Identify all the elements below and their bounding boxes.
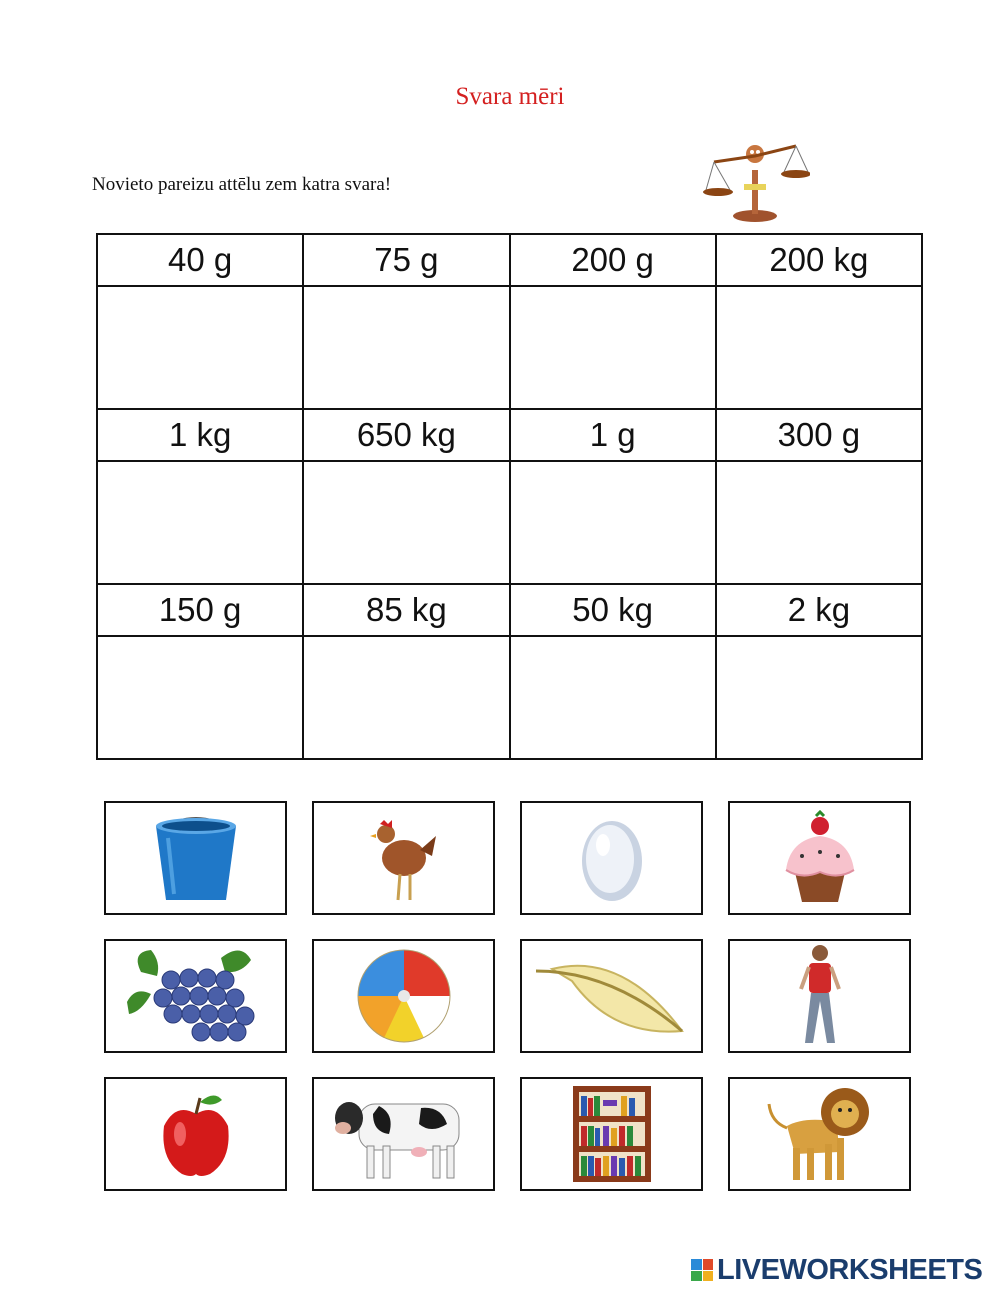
card-beach-ball[interactable] <box>312 939 495 1053</box>
apple-icon <box>156 1086 236 1182</box>
drop-zone[interactable] <box>303 636 509 759</box>
weight-label: 2 kg <box>716 584 922 636</box>
weight-label: 150 g <box>97 584 303 636</box>
page-title: Svara mēri <box>455 83 565 110</box>
card-egg[interactable] <box>520 801 703 915</box>
card-apple[interactable] <box>104 1077 287 1191</box>
grapes-icon <box>121 942 271 1050</box>
weight-label: 85 kg <box>303 584 509 636</box>
card-grapes[interactable] <box>104 939 287 1053</box>
card-lion[interactable] <box>728 1077 911 1191</box>
lion-icon <box>765 1082 875 1186</box>
weight-label: 50 kg <box>510 584 716 636</box>
cupcake-icon <box>780 810 860 906</box>
weights-table <box>96 233 923 760</box>
drop-zone[interactable] <box>97 461 303 584</box>
weight-label: 40 g <box>97 234 303 286</box>
weight-label: 650 kg <box>303 409 509 461</box>
logo-icon <box>691 1259 713 1281</box>
instruction-text: Novieto pareizu attēlu zem katra svara! <box>92 174 392 195</box>
drop-zone[interactable] <box>303 461 509 584</box>
card-cupcake[interactable] <box>728 801 911 915</box>
drop-zone[interactable] <box>303 286 509 409</box>
hen-icon <box>364 810 444 906</box>
weight-label: 200 kg <box>716 234 922 286</box>
drop-zone[interactable] <box>510 461 716 584</box>
liveworksheets-logo <box>691 1255 982 1285</box>
card-hen[interactable] <box>312 801 495 915</box>
card-girl[interactable] <box>728 939 911 1053</box>
drop-zone[interactable] <box>97 636 303 759</box>
card-bucket[interactable] <box>104 801 287 915</box>
cow-icon <box>329 1084 479 1184</box>
drop-zone[interactable] <box>510 636 716 759</box>
drop-zone[interactable] <box>716 636 922 759</box>
weight-label: 200 g <box>510 234 716 286</box>
drop-zone[interactable] <box>97 286 303 409</box>
weight-label: 1 g <box>510 409 716 461</box>
beach-ball-icon <box>354 946 454 1046</box>
logo-text: LIVEWORKSHEETS <box>717 1253 983 1286</box>
weight-label: 1 kg <box>97 409 303 461</box>
drop-zone[interactable] <box>716 286 922 409</box>
card-feather[interactable] <box>520 939 703 1053</box>
drop-zone[interactable] <box>716 461 922 584</box>
bookshelf-icon <box>569 1084 655 1184</box>
drop-zone[interactable] <box>510 286 716 409</box>
scale-icon <box>700 132 810 224</box>
girl-icon <box>795 941 845 1051</box>
weight-label: 300 g <box>716 409 922 461</box>
weight-label: 75 g <box>303 234 509 286</box>
card-bookshelf[interactable] <box>520 1077 703 1191</box>
card-cow[interactable] <box>312 1077 495 1191</box>
bucket-icon <box>146 808 246 908</box>
egg-icon <box>577 809 647 907</box>
feather-icon <box>532 951 692 1041</box>
